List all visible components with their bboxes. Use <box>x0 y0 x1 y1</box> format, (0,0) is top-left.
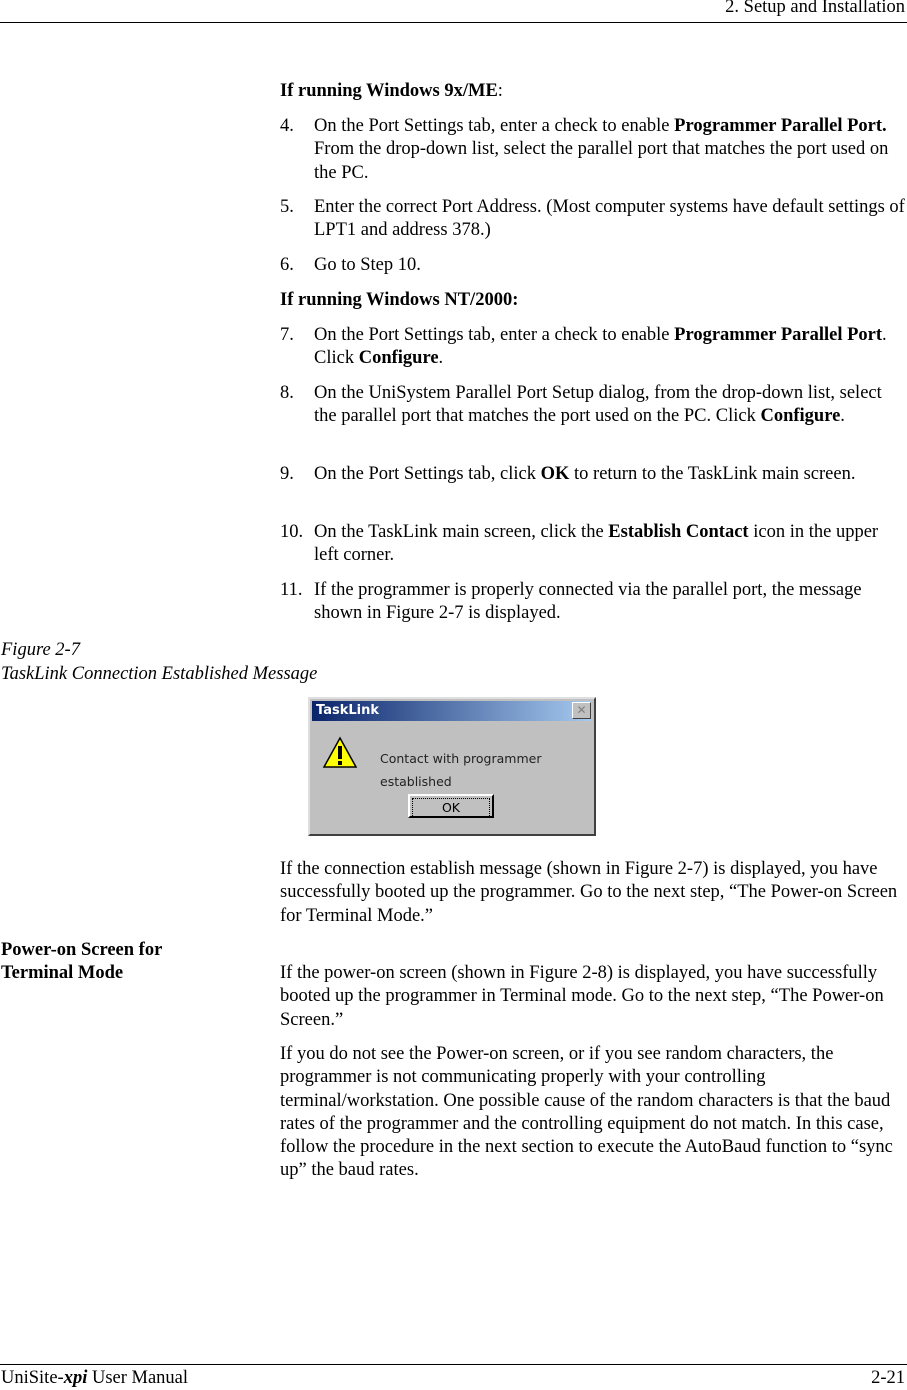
step-number: 4. <box>280 116 294 136</box>
step-text <box>314 579 905 626</box>
bold-text: Configure <box>760 406 841 427</box>
text-run: On the TaskLink main screen, click the <box>314 522 609 542</box>
bold-text: Programmer Parallel Port. <box>674 116 887 136</box>
text-run: to return to the TaskLink main screen. <box>569 464 856 484</box>
step-11 <box>280 579 905 626</box>
footer-rule <box>0 1364 907 1365</box>
side-heading-line2: Terminal Mode <box>1 963 124 983</box>
text-run: From the drop-down list, select the parallel port that matches the port used on the PC. <box>314 139 889 183</box>
step-text <box>314 382 905 429</box>
tasklink-dialog <box>308 697 596 836</box>
paragraph-connection: If the connection establish message (shown in Figure 2-7) is displayed, you have successfully booted up the programmer. Go to the next step, “The Power-on Screen for Terminal Mode.” <box>280 859 898 926</box>
step-number: 10. <box>280 522 304 542</box>
bold-text: If running Windows NT/2000: <box>280 290 519 310</box>
bold-text: Establish Contact <box>608 522 749 542</box>
warning-icon <box>322 735 358 771</box>
step-text <box>314 196 905 243</box>
paragraph-terminal-1: If the power-on screen (shown in Figure 2-8) is displayed, you have successfully booted up the programmer in Terminal mode. Go to the next step, “The Power-on Screen.” <box>280 963 884 1030</box>
step-number: 8. <box>280 383 294 403</box>
bold-text: Configure <box>358 348 439 369</box>
bold-text: If running Windows 9x/ME <box>280 81 498 101</box>
footer-prefix: UniSite- <box>1 1368 64 1388</box>
footer-title <box>1 1367 188 1390</box>
figure-caption: TaskLink Connection Established Message <box>1 664 318 684</box>
step-7 <box>280 324 905 371</box>
step-10 <box>280 521 905 568</box>
text-run: On the Port Settings tab, click <box>314 464 541 484</box>
header-rule <box>0 22 907 23</box>
step-9 <box>280 463 905 486</box>
text-run: : <box>497 81 503 101</box>
paragraph-terminal-2: If you do not see the Power-on screen, or if you see random characters, the programmer is not communicating properly with your controlling terminal/workstation. One possible cause of the random characters is that the baud rates of the programmer and the controlling equipment do not match. In this case, follow the procedure in the next section to execute the AutoBaud function to “sync up” the baud rates. <box>280 1044 893 1181</box>
running-header: 2. Setup and Installation <box>725 0 905 17</box>
text-run: . <box>840 406 845 427</box>
step-text <box>314 254 905 277</box>
page-number: 2-21 <box>871 1368 905 1388</box>
step-6 <box>280 254 905 277</box>
step-text <box>314 521 905 568</box>
side-heading-line1: Power-on Screen for <box>1 940 163 960</box>
text-run: . Click <box>314 325 887 369</box>
dialog-message: Contact with programmer established <box>380 751 542 790</box>
text-run: icon in the upper left corner. <box>314 522 879 566</box>
text-run: On the Port Settings tab, enter a check to enable <box>314 325 675 345</box>
figure-number: Figure 2-7 <box>1 640 80 660</box>
text-run: On the UniSystem Parallel Port Setup dialog, from the drop-down list, select the parallel port that matches the port used on the PC. Click <box>314 383 882 427</box>
step-text <box>314 324 905 371</box>
bold-text: Programmer Parallel Port <box>674 325 883 345</box>
step-number: 7. <box>280 325 294 345</box>
footer-product: xpi <box>63 1368 88 1388</box>
step-number: 6. <box>280 255 294 275</box>
ok-label: OK <box>412 798 490 818</box>
text-run: Enter the correct Port Address. (Most computer systems have default settings of LPT1 and address 378.) <box>314 197 905 241</box>
heading-windows-9x <box>280 80 905 103</box>
dialog-title: TaskLink <box>312 701 592 721</box>
step-number: 5. <box>280 197 294 217</box>
step-text <box>314 463 905 486</box>
bold-text: OK <box>540 464 570 484</box>
close-icon[interactable]: ✕ <box>572 702 591 719</box>
text-run: On the Port Settings tab, enter a check to enable <box>314 116 675 136</box>
step-4 <box>280 115 905 185</box>
ok-button[interactable] <box>408 794 494 818</box>
step-number: 9. <box>280 464 294 484</box>
step-8 <box>280 382 905 429</box>
text-run: If the programmer is properly connected via the parallel port, the message shown in Figure 2-7 is displayed. <box>314 580 862 624</box>
text-run: Go to Step 10. <box>314 255 421 275</box>
text-run: . <box>438 348 444 369</box>
step-5 <box>280 196 905 243</box>
step-number: 11. <box>280 580 303 600</box>
step-text <box>314 115 905 185</box>
heading-windows-nt <box>280 289 905 312</box>
footer-suffix: User Manual <box>87 1368 189 1388</box>
